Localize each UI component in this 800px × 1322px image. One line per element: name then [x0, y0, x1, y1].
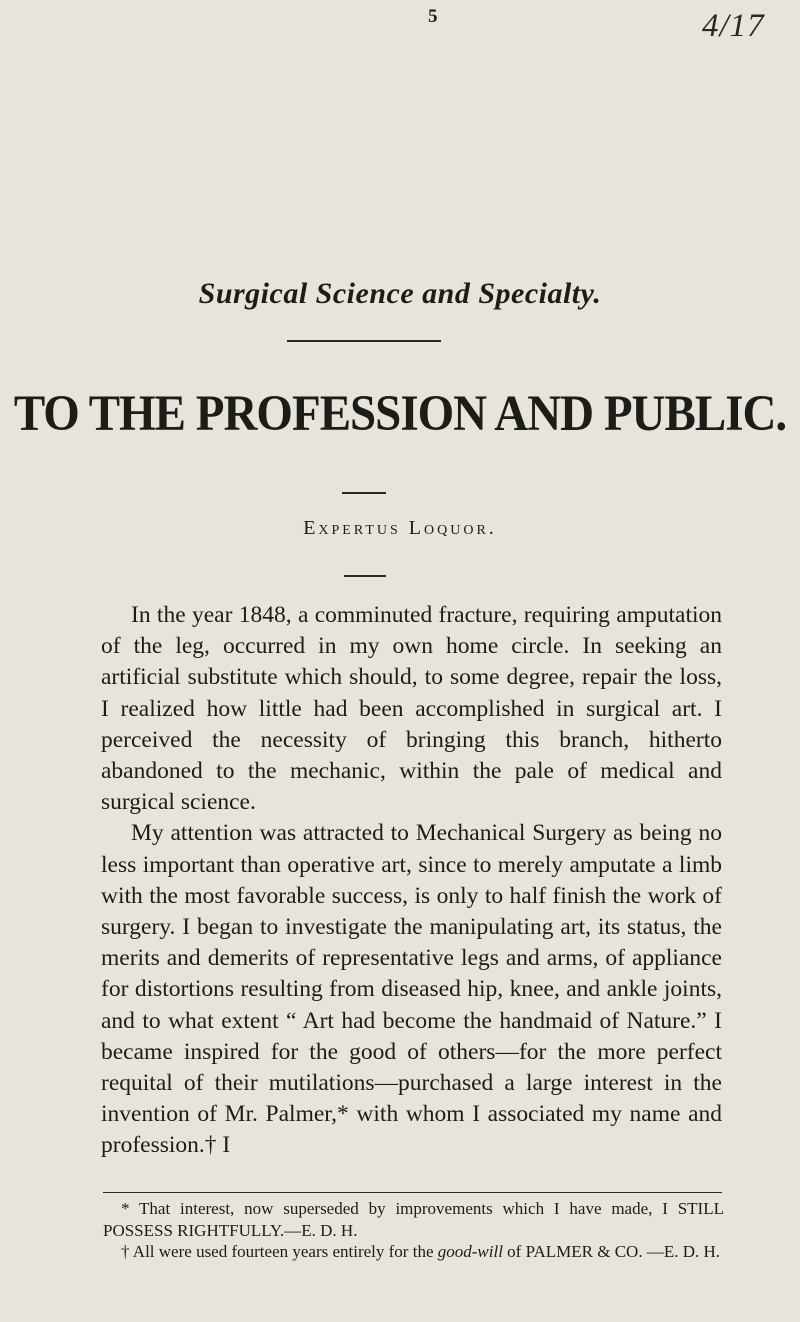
footnote-2 — [103, 1241, 724, 1263]
footnote-2-text-start: † All were used fourteen years entirely for the — [121, 1242, 438, 1261]
handwritten-mark: 4/17 — [702, 8, 765, 44]
title-divider — [287, 340, 441, 342]
page-number: 5 — [428, 6, 438, 27]
footnotes — [103, 1198, 724, 1263]
footnote-1: * That interest, now superseded by improvements which I have made, I STILL POSSESS RIGHTFULLY.—E. D. H. — [103, 1199, 724, 1240]
paragraph-1: In the year 1848, a comminuted fracture, requiring amputation of the leg, occurred in my own home circle. In seeking an artificial substitute which should, to some degree, repair the loss, I realized how little had been accomplished in surgical art. I perceived the necessity of bringing this branch, hitherto abandoned to the mechanic, within the pale of medical and surgical science. — [101, 602, 722, 816]
main-heading: TO THE PROFESSION AND PUBLIC. — [13, 385, 787, 443]
footnote-2-italic: good-will — [437, 1242, 503, 1261]
subheading: Expertus Loquor. — [303, 517, 497, 539]
footnote-2-text-end: of PALMER & CO. —E. D. H. — [502, 1242, 721, 1261]
blackletter-title: Surgical Science and Specialty. — [198, 277, 602, 310]
footnote-divider — [103, 1192, 722, 1193]
body-text — [101, 600, 722, 1162]
heading-divider — [342, 492, 386, 494]
subheading-divider — [344, 575, 386, 577]
paragraph-2: My attention was attracted to Mechanical Surgery as being no less important than operative art, since to merely amputate a limb with the most favorable success, is only to half finish the work of surgery. I began to investigate the manipulating art, its status, the merits and demerits of representative legs and arms, of appliance for distortions resulting from diseased hip, knee, and ankle joints, and to what extent “ Art had become the handmaid of Nature.” I became inspired for the good of others—for the more perfect requital of their mutilations—purchased a large interest in the invention of Mr. Palmer,* with whom I associated my name and profession.† I — [101, 820, 722, 1159]
